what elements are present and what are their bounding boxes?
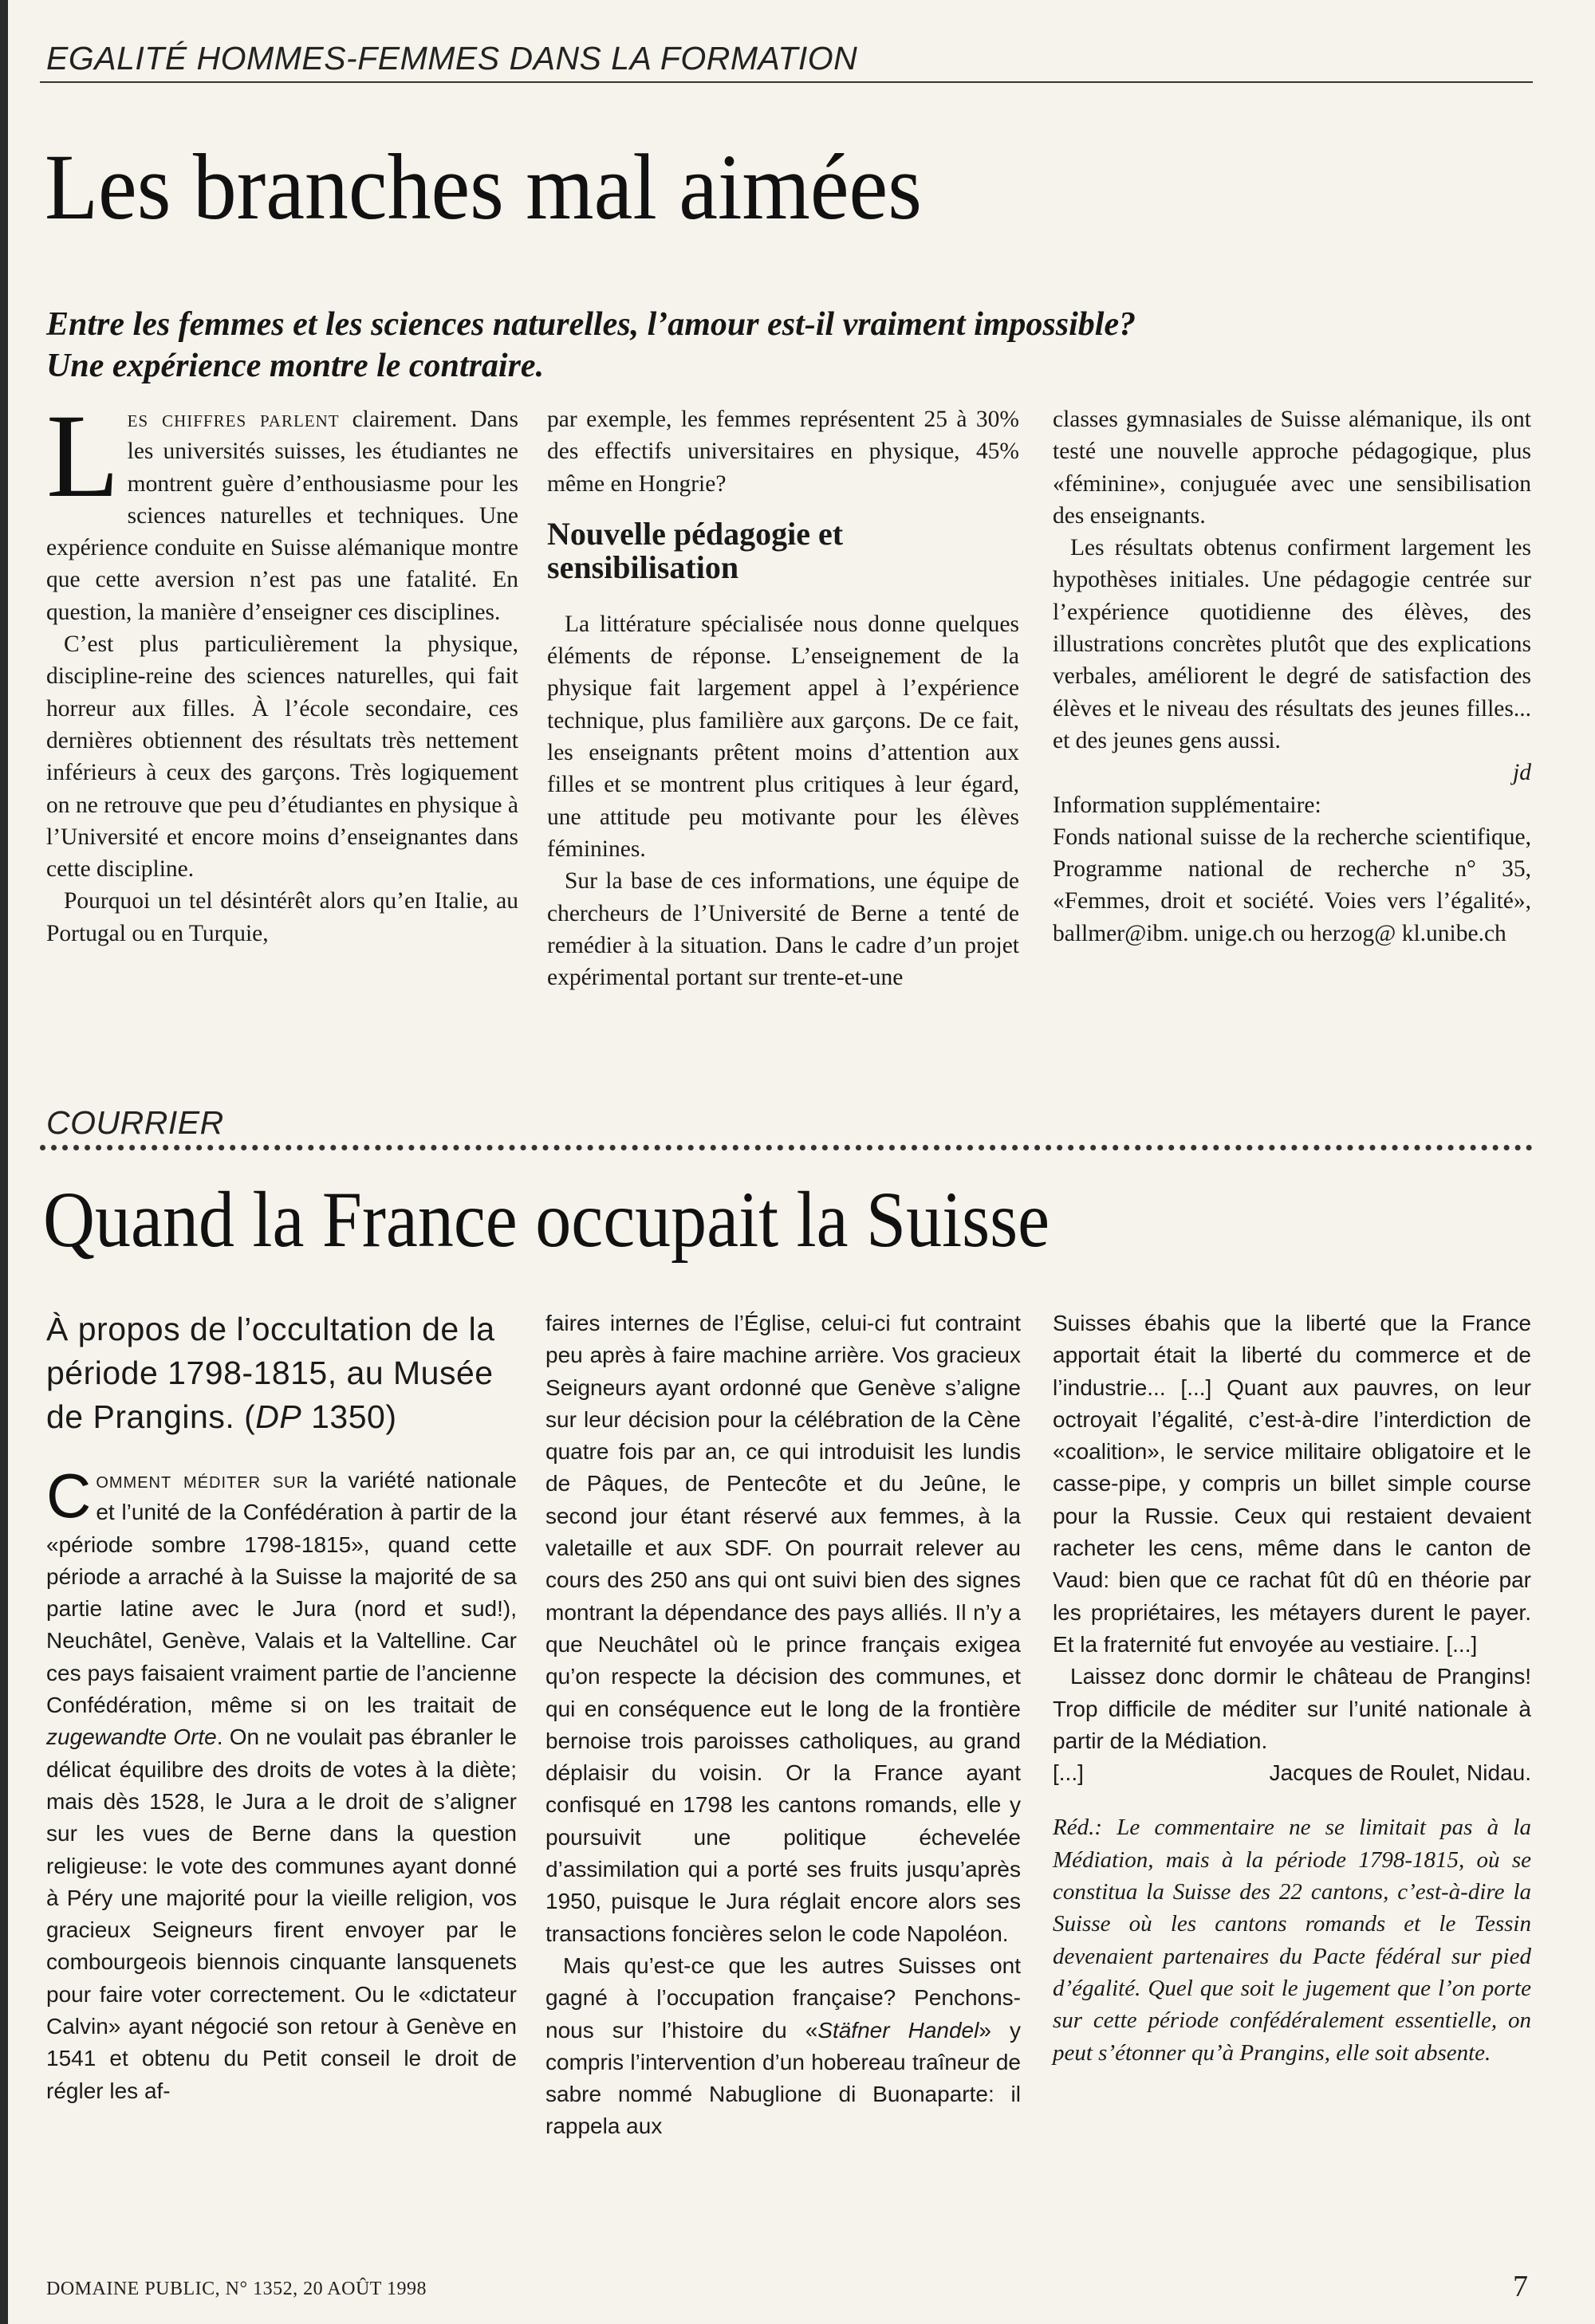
paragraph-text: Mais qu’est-ce que les autres Suisses ont gagné à l’occupation française? Penchons-nous sur l’histoire du « [545,1952,1021,2043]
article1-rubric: EGALITÉ HOMMES-FEMMES DANS LA FORMATION [46,40,858,77]
article2-paragraph [46,1461,517,2107]
article1-paragraph: C’est plus particulièrement la physique, discipline-reine des sciences naturelles, qui fait horreur aux filles. À l’école secondaire, ces dernières obtiennent des résultats très nettement inférieurs à ceux des garçons. Très logiquement on ne retrouve que peu d’étudiantes en physique à l’Université et encore moins d’enseignantes dans cette discipline. [46,631,518,883]
article1-paragraph [46,390,518,628]
dropcap: L [46,390,120,522]
article1-column-2 [547,403,1019,993]
article1-paragraph: classes gymnasiales de Suisse alémanique, ils ont testé une nouvelle approche pédagogique, plus «féminine», conjuguée avec une sensibilisation des enseignants. [1053,407,1531,529]
article1-paragraph: Les résultats obtenus confirment largement les hypothèses initiales. Une pédagogie centrée sur l’expérience quotidienne des élèves, des illustrations concrètes plutôt que des explications verbales, améliorent le degré de satisfaction des élèves et le niveau des résultats des jeunes filles... et des jeunes gens aussi. [1053,535,1531,753]
article1-paragraph: par exemple, les femmes représentent 25 à 30% des effectifs universitaires en physique, 45% même en Hongrie? [547,407,1019,497]
article2-paragraph: faires internes de l’Église, celui-ci fut contraint peu après à faire machine arrière. Vos gracieux Seigneurs ayant ordonné que Genève s’aligne sur leur décision pour la célébration de la Cène quatre fois par an, ce qui introduisit les lundis de Pâques, de Pentecôte et du Jeûne, le second jour étant réservé aux femmes, à la valetaille et aux SDF. On pourrait relever au cours des 250 ans qui ont suivi bien des signes montrant la dépendance des pays alliés. Il n’y a que Neuchâtel où le prince français exigea qu’on respecte la décision des communes, et qui en conséquence eut le long de la frontière bernoise trois paroisses catholiques, au grand déplaisir du voisin. Or la France ayant confisqué en 1798 les cantons romands, elle y poursuivit une politique échevelée d’assimilation qui a porté ses fruits jusqu’après 1950, puisque le Jura réglait encore alors ses transactions foncières selon le code Napoléon. [545,1311,1021,1946]
letter-signature: Jacques de Roulet, Nidau. [1269,1760,1531,1786]
article1-signature: jd [1513,760,1531,786]
page-number: 7 [1513,2270,1528,2303]
smallcaps-lead: es chiffres parlent [127,407,340,432]
article2-intro [46,1307,517,1439]
italic-term: Stäfner Handel [817,2017,979,2043]
italic-term: zugewandte Orte [46,1724,217,1750]
article2-paragraph [545,1950,1021,2143]
page-edge [0,0,8,2324]
paragraph-text: » y compris l’intervention d’un hobereau traîneur de sabre nommé Nabuglione di Buonaparte: il rappela aux [545,2017,1021,2139]
dotted-separator [40,1145,1533,1150]
info-text: Fonds national suisse de la recherche scientifique, Programme national de recherche n° 35, «Femmes, droit et société. Voies vers l’égalité», ballmer@ibm. unige.ch ou herzog@ kl.unibe.ch [1053,824,1531,946]
article2-title: Quand la France occupait la Suisse [43,1175,1050,1264]
paragraph-text: . On ne voulait pas ébranler le délicat équilibre des droits de votes à la diète; mais dès 1528, le Jura a le droit de s’aligner sur les vues de Berne dans la question religieuse: le vote des communes ayant donné à Péry une majorité pour la vieille religion, vos gracieux Seigneurs firent envoyer par le combourgeois biennois cinquante lansquenets pour faire voter correctement. Ou le «dictateur Calvin» ayant négocié son retour à Genève en 1541 et obtenu du Petit conseil le droit de régler les af- [46,1724,517,2103]
dropcap: C [46,1461,92,1531]
rubric-rule [40,81,1533,83]
article1-paragraph: La littérature spécialisée nous donne quelques éléments de réponse. L’enseignement de la physique fait largement appel à l’expérience technique, plus familière aux garçons. De ce fait, les enseignants prêtent moins d’attention aux filles et se montrent plus critiques à leur égard, une attitude peu motivante pour les élèves féminines. [547,611,1019,862]
paragraph-text: la variété nationale et l’unité de la Confédération à partir de la «période sombre 1798-1815», quand cette période a arraché à la Suisse la majorité de sa partie latine avec le Jura (nord et sud!), Neuchâtel, Genève, Valais et la Valtelline. Car ces pays faisaient vraiment partie de l’ancienne Confédération, même si on les traitait de [46,1468,517,1718]
article1-paragraph: Pourquoi un tel désintérêt alors qu’en Italie, au Portugal ou en Turquie, [46,888,518,946]
intro-reference: DP [255,1398,302,1435]
article2-paragraph: Suisses ébahis que la liberté que la France apportait était la liberté du commerce et de l’industrie... [...] Quant aux pauvres, on leur octroyait l’égalité, c’est-à-dire l’interdiction de «coalition», le service militaire obligatoire et le casse-pipe, y compris un billet simple course pour la Russie. Ceux qui restaient devaient racheter les cens, même dans le canton de Vaud: bien que ce rachat fût dû en théorie par les propriétaires, les métayers durent le payer. Et la fraternité fut envoyée au vestiaire. [...] [1053,1311,1531,1657]
letter-signature-row [1053,1757,1531,1789]
article2-paragraph: Laissez donc dormir le château de Prangins! Trop difficile de méditer sur l’unité nationale à partir de la Médiation. [1053,1664,1531,1753]
article1-subheading: Nouvelle pédagogie et sensibilisation [547,515,844,585]
footer-publication: DOMAINE PUBLIC, N° 1352, 20 AOÛT 1998 [46,2279,427,2299]
article2-column-3 [1053,1307,1531,2069]
editor-note: Réd.: Le commentaire ne se limitait pas à la Médiation, mais à la période 1798-1815, où se constitua la Suisse des 22 cantons, c’est-à-dire la Suisse où les cantons romands et le Tessin devenaient partenaires du Pacte fédéral sur pied d’égalité. Quel que soit le jugement que l’on porte sur cette période confédéralement essentielle, on peut s’étonner qu’à Prangins, elle soit absente. [1053,1815,1531,2066]
article2-rubric: COURRIER [46,1104,224,1141]
ellipsis: [...] [1053,1760,1084,1786]
article1-column-3 [1053,403,1531,950]
article2-column-1 [46,1307,517,2107]
article1-paragraph: Sur la base de ces informations, une équipe de chercheurs de l’Université de Berne a tenté de remédier à la situation. Dans le cadre d’un projet expérimental portant sur trente-et-une [547,868,1019,991]
info-label: Information supplémentaire: [1053,792,1321,818]
paragraph-text: clairement. Dans les universités suisses, les étudiantes ne montrent guère d’enthousiasme pour les sciences naturelles et techniques. Une expérience conduite en Suisse alémanique montre que cette aversion n’est pas une fatalité. En question, la manière d’enseigner ces disciplines. [46,407,518,625]
article1-column-1 [46,390,518,950]
article2-column-2 [545,1307,1021,2143]
article1-lead: Entre les femmes et les sciences naturelles, l’amour est-il vraiment impossible? Une expérience montre le contraire. [46,306,1136,384]
smallcaps-lead: omment méditer sur [96,1468,309,1492]
article1-title: Les branches mal aimées [45,135,922,239]
intro-text: À propos de l’occultation de la période 1798-1815, au Musée de Prangins. ( [46,1311,495,1435]
intro-end: 1350) [301,1398,397,1435]
